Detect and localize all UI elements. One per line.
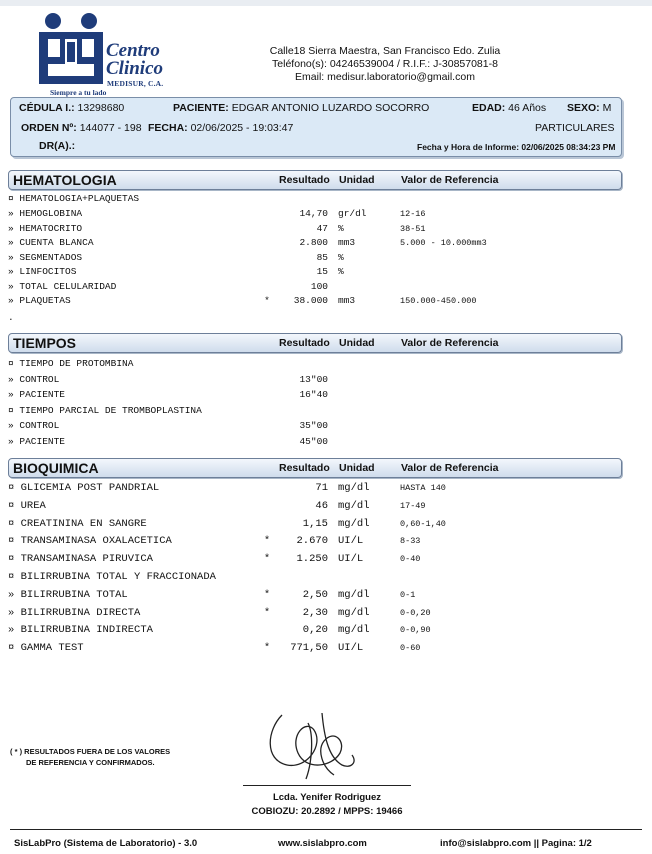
test-name: » BILIRRUBINA TOTAL: [8, 588, 128, 601]
cedula-value: 13298680: [77, 102, 125, 114]
column-result-header: Resultado: [279, 174, 330, 186]
footnote-line-2: DE REFERENCIA Y CONFIRMADOS.: [26, 758, 155, 767]
test-result: 38.000: [293, 295, 328, 306]
test-result: 71: [315, 482, 328, 494]
patient-name-label: PACIENTE:: [173, 102, 229, 114]
section-header-hematologia: [8, 170, 622, 190]
out-of-range-flag: *: [263, 606, 271, 619]
test-name: » BILIRRUBINA DIRECTA: [8, 606, 141, 619]
test-name: » PACIENTE: [8, 389, 66, 400]
test-reference: 12-16: [400, 209, 426, 219]
doctor-label: DR(A).:: [39, 140, 76, 152]
test-result: [270, 569, 328, 585]
column-unit-header: Unidad: [339, 462, 375, 474]
test-unit: gr/dl: [338, 208, 367, 219]
logo-company: MEDISUR, C.A.: [107, 79, 164, 88]
test-result: 13"00: [299, 373, 328, 385]
test-name: ¤ BILIRRUBINA TOTAL Y FRACCIONADA: [8, 571, 216, 583]
test-unit: UI/L: [338, 642, 364, 655]
patient-name-value: EDGAR ANTONIO LUZARDO SOCORRO: [231, 102, 430, 114]
section-title: HEMATOLOGIA: [13, 172, 117, 188]
test-unit: mg/dl: [338, 499, 370, 512]
test-reference: 0-0,90: [400, 625, 431, 636]
test-result: [270, 404, 328, 418]
section-title: TIEMPOS: [13, 335, 77, 351]
sex-label: SEXO:: [567, 102, 600, 114]
test-unit: mg/dl: [338, 606, 370, 619]
section-header-bioquimica: [8, 458, 622, 478]
test-name: ¤ GAMMA TEST: [8, 642, 84, 655]
sex-field: [567, 102, 611, 114]
test-reference: 0-60: [400, 643, 421, 654]
test-result: 45"00: [299, 435, 328, 447]
test-name: » PLAQUETAS: [8, 295, 71, 306]
test-unit: mg/dl: [338, 588, 370, 601]
signatory-ids: COBIOZU: 20.2892 / MPPS: 19466: [251, 806, 403, 817]
footer-website[interactable]: www.sislabpro.com: [278, 838, 367, 849]
test-group-title: ¤ HEMATOLOGIA+PLAQUETAS: [8, 193, 140, 204]
test-result: [270, 357, 328, 371]
test-name: » TOTAL CELULARIDAD: [8, 280, 117, 292]
clinic-logo: [36, 12, 176, 98]
column-unit-header: Unidad: [339, 174, 375, 186]
out-of-range-flag: *: [263, 642, 271, 655]
test-unit: UI/L: [338, 553, 364, 566]
out-of-range-footnote: [10, 746, 170, 768]
test-name: » CUENTA BLANCA: [8, 237, 94, 248]
test-name: » HEMOGLOBINA: [8, 208, 83, 219]
age-label: EDAD:: [472, 102, 506, 114]
footnote-line-1: ( * ) RESULTADOS FUERA DE LOS VALORES: [10, 747, 171, 756]
signatory-name: Lcda. Yenifer Rodriguez: [272, 792, 382, 803]
column-reference-header: Valor de Referencia: [401, 462, 499, 474]
footer-system: SisLabPro (Sistema de Laboratorio) - 3.0: [14, 838, 198, 849]
test-result: 14,70: [299, 208, 328, 219]
test-unit: %: [338, 251, 344, 263]
signatory-block: [200, 791, 454, 819]
test-reference: 0-40: [400, 554, 421, 565]
test-name: » PACIENTE: [8, 435, 66, 447]
test-result: 1,15: [302, 517, 328, 530]
test-name: ¤ TIEMPO PARCIAL DE TROMBOPLASTINA: [8, 404, 202, 416]
out-of-range-flag: *: [263, 535, 271, 548]
column-result-header: Resultado: [279, 337, 330, 349]
test-name: ¤ CREATININA EN SANGRE: [8, 517, 147, 530]
cedula-label: CÉDULA I.:: [19, 102, 75, 114]
test-name: » SEGMENTADOS: [8, 251, 83, 263]
test-result: 15: [316, 266, 328, 277]
test-unit: mg/dl: [338, 517, 370, 530]
test-result: 2.800: [299, 237, 328, 248]
section-trailing-mark: .: [8, 312, 14, 323]
test-name: ¤ TRANSAMINASA PIRUVICA: [8, 553, 153, 566]
test-name: » HEMATOCRITO: [8, 222, 83, 234]
clinic-email: Email: medisur.laboratorio@gmail.com: [295, 71, 475, 83]
test-result: 2.670: [296, 535, 328, 548]
clinic-address-block: [260, 45, 510, 84]
test-reference: 5.000 - 10.000mm3: [400, 238, 487, 248]
column-reference-header: Valor de Referencia: [401, 174, 499, 186]
patient-type: PARTICULARES: [535, 122, 615, 134]
test-reference: 0-1: [400, 589, 416, 600]
test-result: 771,50: [290, 642, 328, 655]
section-title: BIOQUIMICA: [13, 460, 99, 476]
test-result: 2,30: [302, 606, 328, 619]
out-of-range-flag: *: [263, 588, 271, 601]
test-unit: mg/dl: [338, 482, 370, 494]
date-label: FECHA:: [148, 122, 188, 134]
footer-contact-page: info@sislabpro.com || Pagina: 1/2: [440, 838, 592, 849]
test-result: 1.250: [296, 553, 328, 566]
order-value: 144077 - 198: [79, 122, 142, 134]
out-of-range-flag: *: [264, 295, 270, 306]
test-reference: 8-33: [400, 536, 421, 547]
test-unit: mm3: [338, 237, 356, 248]
test-name: ¤ GLICEMIA POST PANDRIAL: [8, 482, 160, 494]
test-name: ¤ TRANSAMINASA OXALACETICA: [8, 535, 172, 548]
patient-name-field: [173, 102, 429, 114]
logo-slogan: Siempre a tu lado: [50, 88, 107, 97]
test-unit: mg/dl: [338, 624, 370, 637]
page-top-strip: [0, 0, 652, 6]
test-unit: UI/L: [338, 535, 364, 548]
test-unit: %: [338, 222, 344, 234]
logo-word-clinico: Clinico: [106, 58, 164, 79]
test-unit: mm3: [338, 295, 356, 306]
clinic-address: Calle18 Sierra Maestra, San Francisco Edo. Zulia: [269, 45, 501, 57]
test-result: 2,50: [302, 588, 328, 601]
section-header-tiempos: [8, 333, 622, 353]
clinic-logo-mark: [36, 12, 106, 86]
clinic-phones: Teléfono(s): 04246539004 / R.I.F.: J-30857081-8: [272, 58, 498, 70]
test-name: ¤ TIEMPO DE PROTOMBINA: [8, 358, 134, 369]
test-name: » CONTROL: [8, 420, 60, 431]
cedula-field: [19, 102, 124, 114]
test-result: 47: [316, 222, 328, 234]
logo-word-centro: Centro: [106, 40, 160, 61]
test-result: 35"00: [299, 420, 328, 431]
report-datetime: Fecha y Hora de Informe: 02/06/2025 08:34:23 PM: [417, 142, 616, 152]
test-result: 46: [315, 499, 328, 512]
test-result: 16"40: [299, 389, 328, 400]
column-unit-header: Unidad: [339, 337, 375, 349]
handwritten-signature: [262, 705, 362, 785]
test-result: 85: [316, 251, 328, 263]
test-name: » LINFOCITOS: [8, 266, 77, 277]
test-result: 0,20: [302, 624, 328, 637]
patient-info-box: [10, 97, 622, 157]
signature-line: [243, 785, 411, 786]
out-of-range-flag: *: [263, 553, 271, 566]
order-label: ORDEN Nº:: [21, 122, 77, 134]
test-name: » BILIRRUBINA INDIRECTA: [8, 624, 153, 637]
test-result: 100: [310, 280, 328, 292]
test-reference: 150.000-450.000: [400, 296, 477, 306]
test-reference: HASTA 140: [400, 483, 446, 493]
order-field: [21, 122, 142, 134]
test-unit: %: [338, 266, 344, 277]
date-field: [148, 122, 293, 134]
date-value: 02/06/2025 - 19:03:47: [190, 122, 294, 134]
sex-value: M: [602, 102, 612, 114]
test-name: » CONTROL: [8, 373, 60, 385]
test-reference: 0,60-1,40: [400, 518, 446, 529]
test-reference: 38-51: [400, 223, 426, 234]
column-reference-header: Valor de Referencia: [401, 337, 499, 349]
test-reference: 17-49: [400, 500, 426, 511]
age-value: 46 Años: [508, 102, 547, 114]
age-field: [472, 102, 546, 114]
test-name: ¤ UREA: [8, 499, 46, 512]
footer-rule: [10, 829, 642, 830]
test-reference: 0-0,20: [400, 607, 431, 618]
column-result-header: Resultado: [279, 462, 330, 474]
